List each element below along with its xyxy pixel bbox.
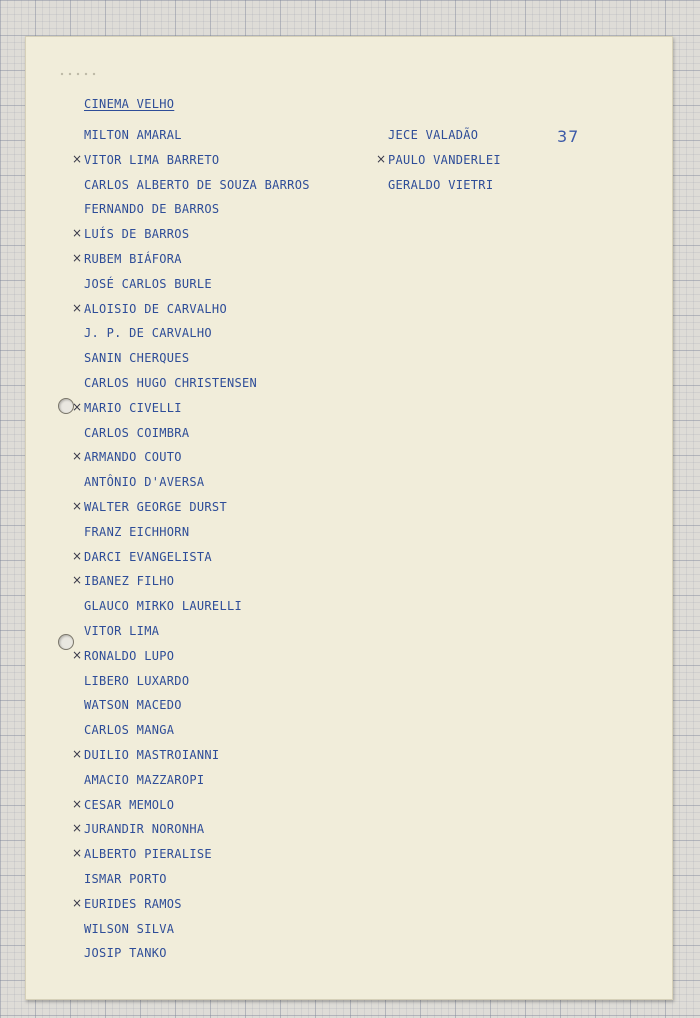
page-number: 37 (557, 127, 580, 146)
name-entry (84, 922, 174, 938)
name-entry (84, 326, 212, 342)
name-entry (388, 128, 478, 144)
name-text: J. P. DE CARVALHO (84, 326, 212, 341)
name-text: FRANZ EICHHORN (84, 524, 190, 539)
name-text: SANIN CHERQUES (84, 351, 190, 366)
check-mark-icon: × (72, 796, 83, 811)
check-mark-icon: × (72, 647, 83, 662)
check-mark-icon: × (72, 151, 83, 166)
name-text: LUÍS DE BARROS (84, 227, 190, 242)
name-text: EURIDES RAMOS (84, 896, 182, 911)
check-mark-icon: × (72, 300, 83, 315)
name-text: MILTON AMARAL (84, 128, 182, 142)
name-entry (84, 872, 167, 888)
name-text: ALBERTO PIERALISE (84, 847, 212, 862)
name-text: IBANEZ FILHO (84, 574, 175, 589)
name-text: RUBEM BIÁFORA (84, 252, 182, 266)
check-mark-icon: × (376, 152, 387, 166)
name-text: ISMAR PORTO (84, 872, 167, 886)
name-entry (72, 449, 182, 466)
name-text: CARLOS ALBERTO DE SOUZA BARROS (84, 177, 310, 192)
name-entry (72, 647, 175, 665)
name-entry (84, 128, 182, 144)
name-entry (84, 698, 182, 714)
name-entry (84, 351, 189, 367)
name-text: FERNANDO DE BARROS (84, 202, 220, 217)
name-entry (84, 277, 212, 293)
name-entry (84, 624, 159, 640)
name-entry (72, 895, 182, 913)
name-entry (388, 178, 493, 194)
check-mark-icon: × (72, 895, 83, 910)
name-entry (72, 300, 227, 318)
name-entry (84, 202, 219, 218)
name-text: MARIO CIVELLI (84, 400, 182, 415)
name-text: VITOR LIMA (84, 624, 160, 638)
name-text: CARLOS COIMBRA (84, 425, 190, 440)
name-entry (72, 747, 220, 764)
name-entry (84, 426, 189, 442)
name-entry (72, 846, 212, 863)
document-title: CINEMA VELHO (84, 97, 175, 111)
name-text: JURANDIR NORONHA (84, 822, 205, 837)
name-entry (84, 946, 167, 962)
name-text: ALOISIO DE CARVALHO (84, 301, 227, 316)
check-mark-icon: × (72, 846, 83, 861)
check-mark-icon: × (72, 821, 83, 836)
name-text: RONALDO LUPO (84, 648, 175, 663)
name-text: VITOR LIMA BARRETO (84, 152, 220, 167)
check-mark-icon: × (72, 226, 83, 241)
name-entry (84, 475, 204, 491)
check-mark-icon: × (72, 499, 83, 513)
name-entry (376, 152, 501, 169)
name-text: WILSON SILVA (84, 921, 175, 936)
name-text: AMACIO MAZZAROPI (84, 772, 205, 787)
check-mark-icon: × (72, 251, 83, 265)
name-entry (84, 773, 204, 789)
name-entry (72, 796, 175, 814)
name-text: GERALDO VIETRI (388, 178, 494, 192)
name-text: PAULO VANDERLEI (388, 153, 501, 167)
name-entry (84, 178, 310, 194)
name-text: DARCI EVANGELISTA (84, 549, 212, 564)
name-entry (72, 821, 205, 838)
name-text: JECE VALADÃO (388, 128, 479, 142)
name-entry (84, 723, 174, 739)
name-text: DUILIO MASTROIANNI (84, 748, 220, 762)
name-entry (72, 548, 212, 566)
check-mark-icon: × (72, 399, 83, 414)
name-entry (72, 499, 227, 516)
name-text: WATSON MACEDO (84, 698, 182, 713)
name-entry (84, 376, 257, 392)
name-entry (72, 399, 182, 417)
name-entry (84, 525, 189, 541)
check-mark-icon: × (72, 449, 83, 464)
check-mark-icon: × (72, 573, 83, 588)
name-text: LIBERO LUXARDO (84, 673, 190, 688)
name-text: CESAR MEMOLO (84, 797, 175, 812)
name-entry (84, 599, 242, 615)
name-entry (72, 226, 190, 243)
name-entry (72, 573, 175, 590)
name-text: ARMANDO COUTO (84, 450, 182, 465)
name-text: CARLOS MANGA (84, 723, 175, 738)
name-text: CARLOS HUGO CHRISTENSEN (84, 376, 258, 390)
pencil-dots (58, 72, 98, 76)
name-entry (72, 251, 182, 268)
check-mark-icon: × (72, 747, 83, 761)
name-entry (84, 674, 189, 690)
name-text: JOSIP TANKO (84, 946, 167, 961)
name-text: GLAUCO MIRKO LAURELLI (84, 599, 243, 614)
name-text: JOSÉ CARLOS BURLE (84, 276, 212, 291)
name-text: WALTER GEORGE DURST (84, 500, 227, 514)
check-mark-icon: × (72, 548, 83, 563)
name-text: ANTÔNIO D'AVERSA (84, 475, 205, 490)
name-entry (72, 151, 220, 169)
